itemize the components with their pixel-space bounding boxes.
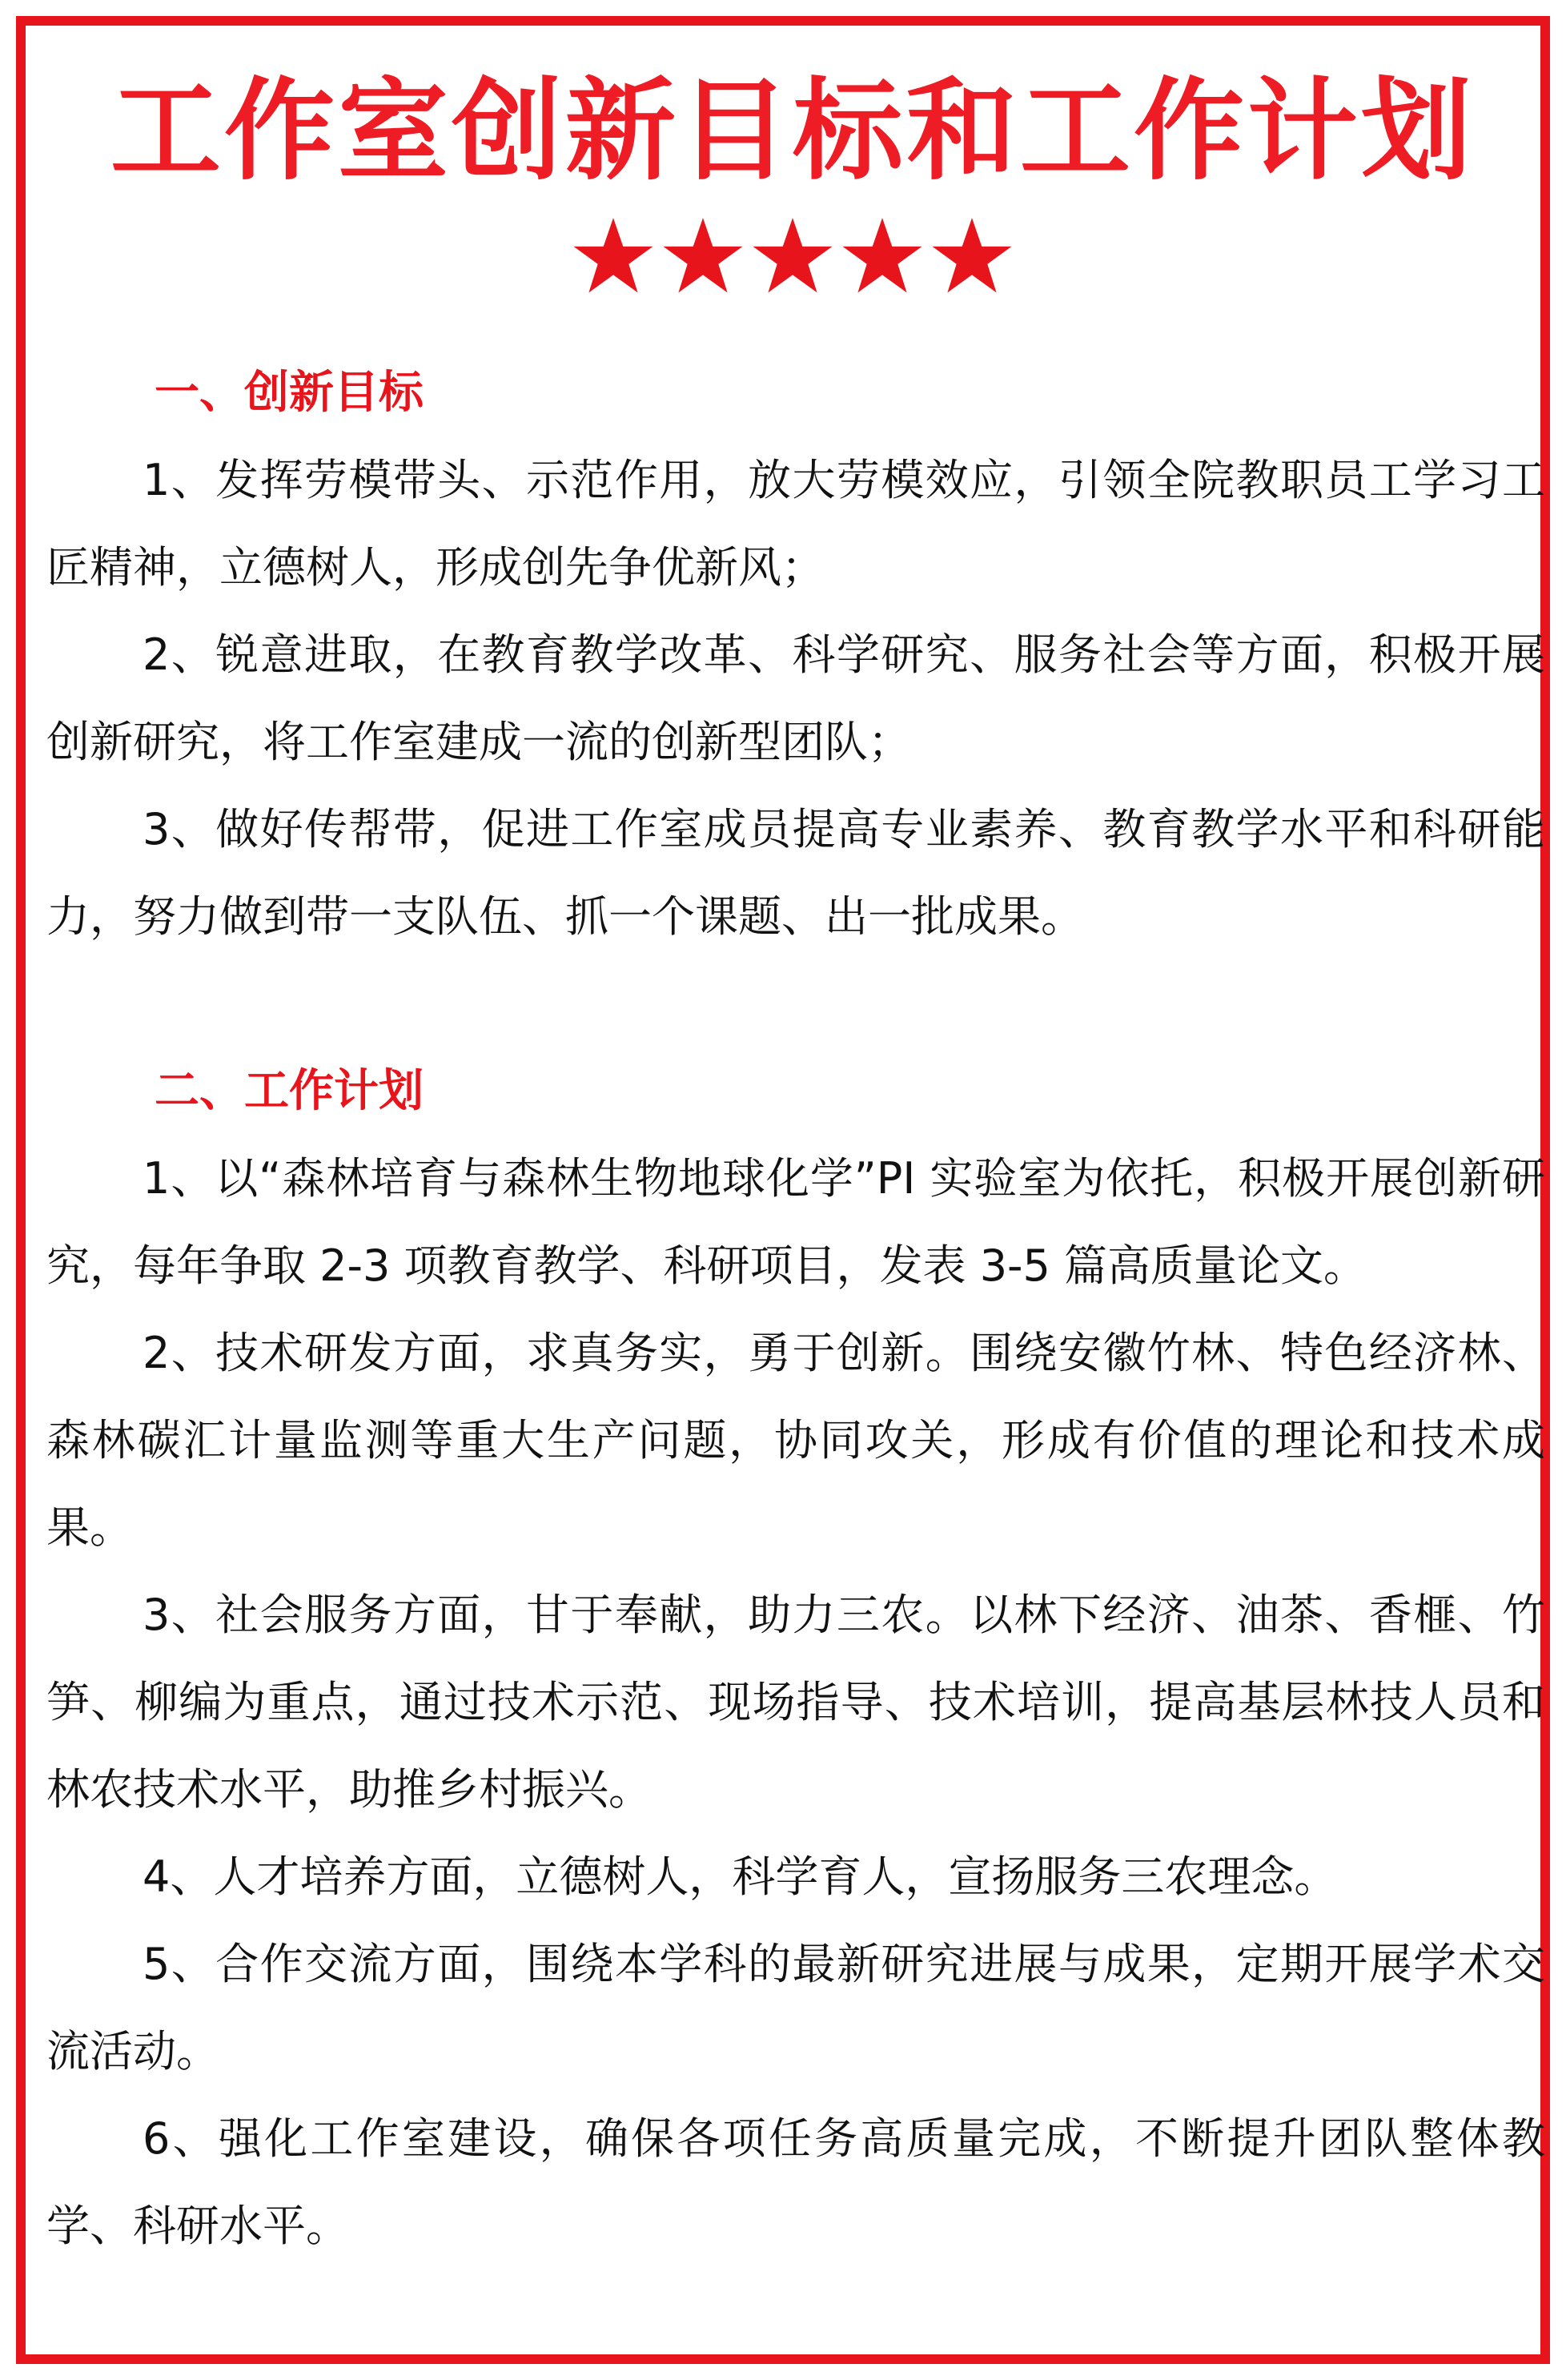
page-title: 工作室创新目标和工作计划 <box>110 66 1475 195</box>
section-work-plan <box>46 1047 1545 2269</box>
goal-item-3: 3、做好传帮带，促进工作室成员提高专业素养、教育教学水平和科研能力，努力做到带一支队伍、抓一个课题、出一批成果。 <box>46 804 1545 942</box>
plan-item-6: 6、强化工作室建设，确保各项任务高质量完成，不断提升团队整体教学、科研水平。 <box>46 2113 1545 2251</box>
plan-item-5: 5、合作交流方面，围绕本学科的最新研究进展与成果，定期开展学术交流活动。 <box>46 1939 1545 2076</box>
section-spacer <box>46 960 1545 1047</box>
star-rating <box>26 215 1560 303</box>
red-border-frame <box>16 16 1550 2364</box>
star-icon <box>661 215 745 298</box>
plan-item-1: 1、以“森林培育与森林生物地球化学”PI 实验室为依托，积极开展创新研究，每年争取 2-3 项教育教学、科研项目，发表 3-5 篇高质量论文。 <box>46 1153 1545 1291</box>
section-innovation-goals <box>46 349 1545 960</box>
goal-item-1: 1、发挥劳模带头、示范作用，放大劳模效应，引领全院教职员工学习工匠精神，立德树人，形成创先争优新风； <box>46 455 1545 593</box>
plan-item-4: 4、人才培养方面，立德树人，科学育人，宣扬服务三农理念。 <box>143 1851 1338 1902</box>
plan-item-3: 3、社会服务方面，甘于奉献，助力三农。以林下经济、油茶、香榧、竹笋、柳编为重点，通过技术示范、现场指导、技术培训，提高基层林技人员和林农技术水平，助推乡村振兴。 <box>46 1590 1545 1815</box>
star-icon <box>930 215 1014 298</box>
star-icon <box>572 215 655 298</box>
section-heading: 一、创新目标 <box>155 367 424 419</box>
document-body <box>46 349 1545 2269</box>
star-icon <box>841 215 924 298</box>
section-heading: 二、工作计划 <box>155 1065 424 1117</box>
star-icon <box>751 215 834 298</box>
goal-item-2: 2、锐意进取，在教育教学改革、科学研究、服务社会等方面，积极开展创新研究，将工作室建成一流的创新型团队； <box>46 629 1545 767</box>
plan-item-2: 2、技术研发方面，求真务实，勇于创新。围绕安徽竹林、特色经济林、森林碳汇计量监测等重大生产问题，协同攻关，形成有价值的理论和技术成果。 <box>46 1328 1545 1553</box>
